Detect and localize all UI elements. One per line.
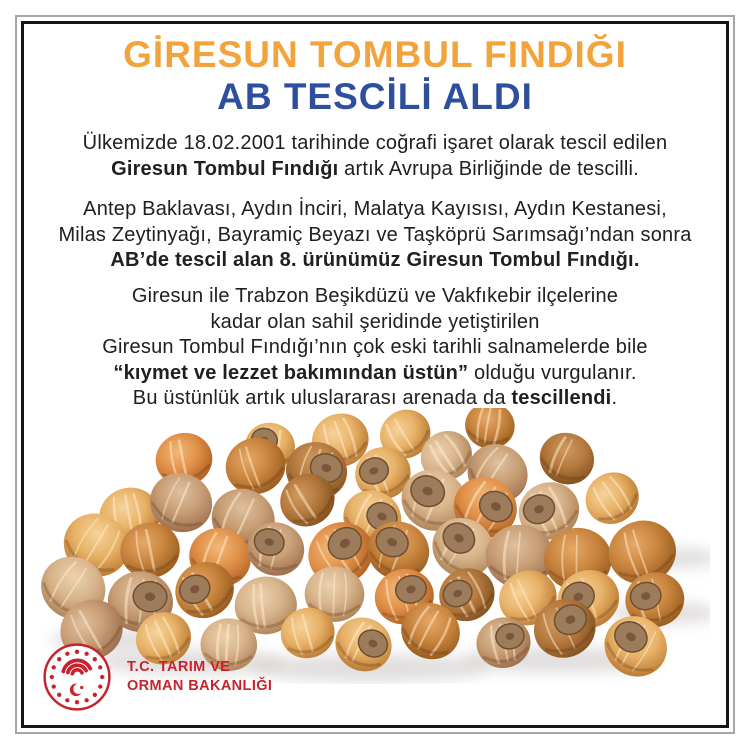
ministry-emblem-icon xyxy=(40,640,114,714)
ministry-name-line2: ORMAN BAKANLIĞI xyxy=(127,678,273,694)
paragraph-region-quality: Giresun ile Trabzon Beşikdüzü ve Vakfıkebir ilçelerine kadar olan sahil şeridinde yetiştirilen Giresun Tombul Fındığı’nın çok eski tarihli salnamelerde bile “kıymet ve lezzet bakımından üstün” olduğu vurgulanır. Bu üstünlük artık uluslararası arenada da tescillendi. xyxy=(102,285,648,409)
ministry-name xyxy=(127,658,272,696)
poster-title-line1: GİRESUN TOMBUL FINDIĞI xyxy=(123,34,627,75)
ministry-logo xyxy=(40,640,272,714)
paragraph-products-list: Antep Baklavası, Aydın İnciri, Malatya Kayısısı, Aydın Kestanesi, Milas Zeytinyağı, Bayramiç Beyazı ve Taşköprü Sarımsağı’ndan sonra AB’de tescil alan 8. ürünümüz Giresun Tombul Fındığı. xyxy=(58,198,692,271)
paragraph-registration: Ülkemizde 18.02.2001 tarihinde coğrafi işaret olarak tescil edilen Giresun Tombul Fındığı artık Avrupa Birliğinde de tescilli. xyxy=(82,132,668,180)
ministry-name-line1: T.C. TARIM VE xyxy=(127,659,231,675)
poster-title-line2: AB TESCİLİ ALDI xyxy=(217,76,533,117)
